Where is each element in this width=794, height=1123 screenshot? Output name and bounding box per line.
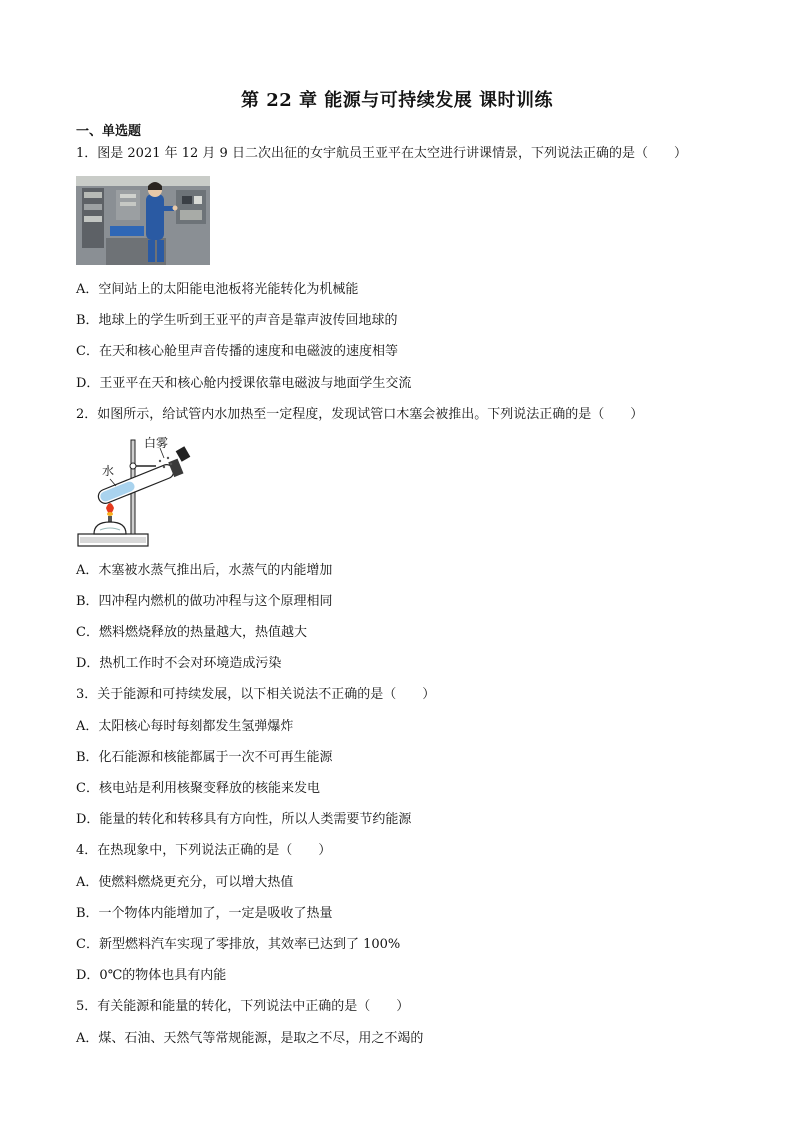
question-4-option-c: C．新型燃料汽车实现了零排放，其效率已达到了 100% xyxy=(76,937,401,952)
question-1-option-d: D．王亚平在天和核心舱内授课依靠电磁波与地面学生交流 xyxy=(76,376,412,391)
figure-label-steam: 白雾 xyxy=(144,436,169,450)
test-tube-apparatus xyxy=(76,434,192,550)
question-4-option-a: A．使燃料燃烧更充分，可以增大热值 xyxy=(76,875,294,890)
question-4-stem: 4．在热现象中，下列说法正确的是（ ） xyxy=(76,843,332,858)
question-3-option-d: D．能量的转化和转移具有方向性，所以人类需要节约能源 xyxy=(76,812,412,827)
question-4-option-b: B．一个物体内能增加了，一定是吸收了热量 xyxy=(76,906,333,921)
question-1-option-c: C．在天和核心舱里声音传播的速度和电磁波的速度相等 xyxy=(76,344,398,359)
question-2-option-a: A．木塞被水蒸气推出后，水蒸气的内能增加 xyxy=(76,563,333,578)
question-1-option-b: B．地球上的学生听到王亚平的声音是靠声波传回地球的 xyxy=(76,313,398,328)
section-heading: 一、单选题 xyxy=(76,124,142,139)
question-2-stem: 2．如图所示，给试管内水加热至一定程度，发现试管口木塞会被推出。下列说法正确的是（ ） xyxy=(76,407,644,422)
page-title: 第 22 章 能源与可持续发展 课时训练 xyxy=(240,90,554,111)
question-3-option-a: A．太阳核心每时每刻都发生氢弹爆炸 xyxy=(76,719,294,734)
question-3-option-c: C．核电站是利用核聚变释放的核能来发电 xyxy=(76,781,320,796)
question-4-option-d: D．0℃的物体也具有内能 xyxy=(76,968,227,983)
figure-label-water: 水 xyxy=(102,464,115,478)
question-2-option-b: B．四冲程内燃机的做功冲程与这个原理相同 xyxy=(76,594,333,609)
question-1-stem: 1．图是 2021 年 12 月 9 日二次出征的女宇航员王亚平在太空进行讲课情景，下列说法正确的是（ ） xyxy=(76,146,687,161)
question-2-option-c: C．燃料燃烧释放的热量越大，热值越大 xyxy=(76,625,307,640)
question-5-stem: 5．有关能源和能量的转化，下列说法中正确的是（ ） xyxy=(76,999,410,1014)
question-1-option-a: A．空间站上的太阳能电池板将光能转化为机械能 xyxy=(76,282,359,297)
question-3-option-b: B．化石能源和核能都属于一次不可再生能源 xyxy=(76,750,333,765)
question-2-option-d: D．热机工作时不会对环境造成污染 xyxy=(76,656,282,671)
question-5-option-a: A．煤、石油、天然气等常规能源，是取之不尽，用之不竭的 xyxy=(76,1031,424,1046)
space-station-photo xyxy=(76,176,210,265)
question-3-stem: 3．关于能源和可持续发展，以下相关说法不正确的是（ ） xyxy=(76,687,436,702)
